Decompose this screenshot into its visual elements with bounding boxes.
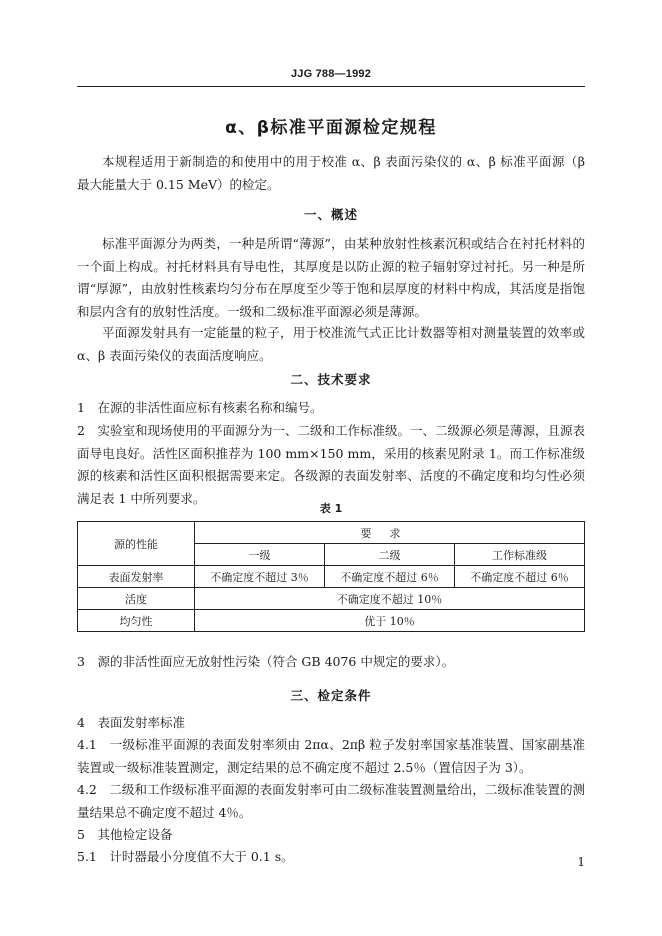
table-caption: 表 1	[319, 502, 343, 515]
clause-4-1: 4.1 一级标准平面源的表面发射率须由 2πα、2πβ 粒子发射率国家基准装置、国家副基准装置或一级标准装置测定，测定结果的总不确定度不超过 2.5％（置信因子为 3）。	[77, 737, 585, 775]
table-cell: 不确定度不超过 6％	[455, 566, 585, 588]
page-number: 1	[577, 855, 585, 869]
clause-2: 2 实验室和现场使用的平面源分为一、二级和工作标准级。一、二级源必须是薄源，且源表面导电良好。活性区面积推荐为 100 mm×150 mm，采用的核素见附录 1。而工作标准级源的核素和活性区面积根据需要来定。各级源的表面发射率、活度的不确定度和均匀性必须满足表 1 中所列要求。	[77, 423, 585, 506]
table-row	[78, 610, 585, 632]
document-title: α、β标准平面源检定规程	[225, 118, 437, 138]
clause-4-2: 4.2 二级和工作级标准平面源的表面发射率可由二级标准装置测量给出，二级标准装置的测量结果总不确定度不超过 4％。	[77, 782, 585, 820]
table-row-label: 活度	[78, 588, 195, 610]
clause-5-1: 5.1 计时器最小分度值不大于 0.1 s。	[77, 849, 294, 864]
table-row	[78, 588, 585, 610]
intro-paragraph: 本规程适用于新制造的和使用中的用于校准 α、β 表面污染仪的 α、β 标准平面源（β 最大能量大于 0.15 MeV）的检定。	[77, 154, 585, 192]
section-heading-technical-requirements: 二、技术要求	[290, 372, 372, 387]
table-cell: 不确定度不超过 6％	[325, 566, 455, 588]
requirements-table	[77, 521, 585, 632]
clause-4: 4 表面发射率标准	[77, 715, 185, 730]
table-header-property: 源的性能	[78, 522, 195, 566]
table-row-label: 均匀性	[78, 610, 195, 632]
section-heading-verification-conditions: 三、检定条件	[290, 688, 372, 703]
standard-code-header: JJG 788—1992	[290, 68, 372, 80]
section-heading-overview: 一、概述	[303, 207, 358, 222]
table-row	[78, 566, 585, 588]
table-header-requirement: 要求	[195, 522, 585, 544]
header-rule	[77, 86, 585, 87]
overview-paragraph-1: 标准平面源分为两类，一种是所谓“薄源”，由某种放射性核素沉积或结合在衬托材料的一个面上构成。衬托材料具有导电性，其厚度是以防止源的粒子辐射穿过衬托。另一种是所谓“厚源”，由放射性核素均匀分布在厚度至少等于饱和层厚度的材料中构成，其活度是指饱和层内含有的放射性活度。一级和二级标准平面源必须是薄源。	[77, 236, 585, 319]
table-level-header: 二级	[325, 544, 455, 566]
table-cell-merged: 优于 10％	[195, 610, 585, 632]
clause-1: 1 在源的非活性面应标有核素名称和编号。	[77, 400, 323, 415]
clause-3: 3 源的非活性面应无放射性污染（符合 GB 4076 中规定的要求）。	[77, 654, 455, 669]
overview-paragraph-2: 平面源发射具有一定能量的粒子，用于校准流气式正比计数器等相对测量装置的效率或 α、β 表面污染仪的表面活度响应。	[77, 325, 585, 363]
table-level-header: 一级	[195, 544, 325, 566]
table-cell: 不确定度不超过 3％	[195, 566, 325, 588]
table-row-label: 表面发射率	[78, 566, 195, 588]
table-cell-merged: 不确定度不超过 10％	[195, 588, 585, 610]
clause-5: 5 其他检定设备	[77, 827, 173, 842]
table-level-header: 工作标准级	[455, 544, 585, 566]
